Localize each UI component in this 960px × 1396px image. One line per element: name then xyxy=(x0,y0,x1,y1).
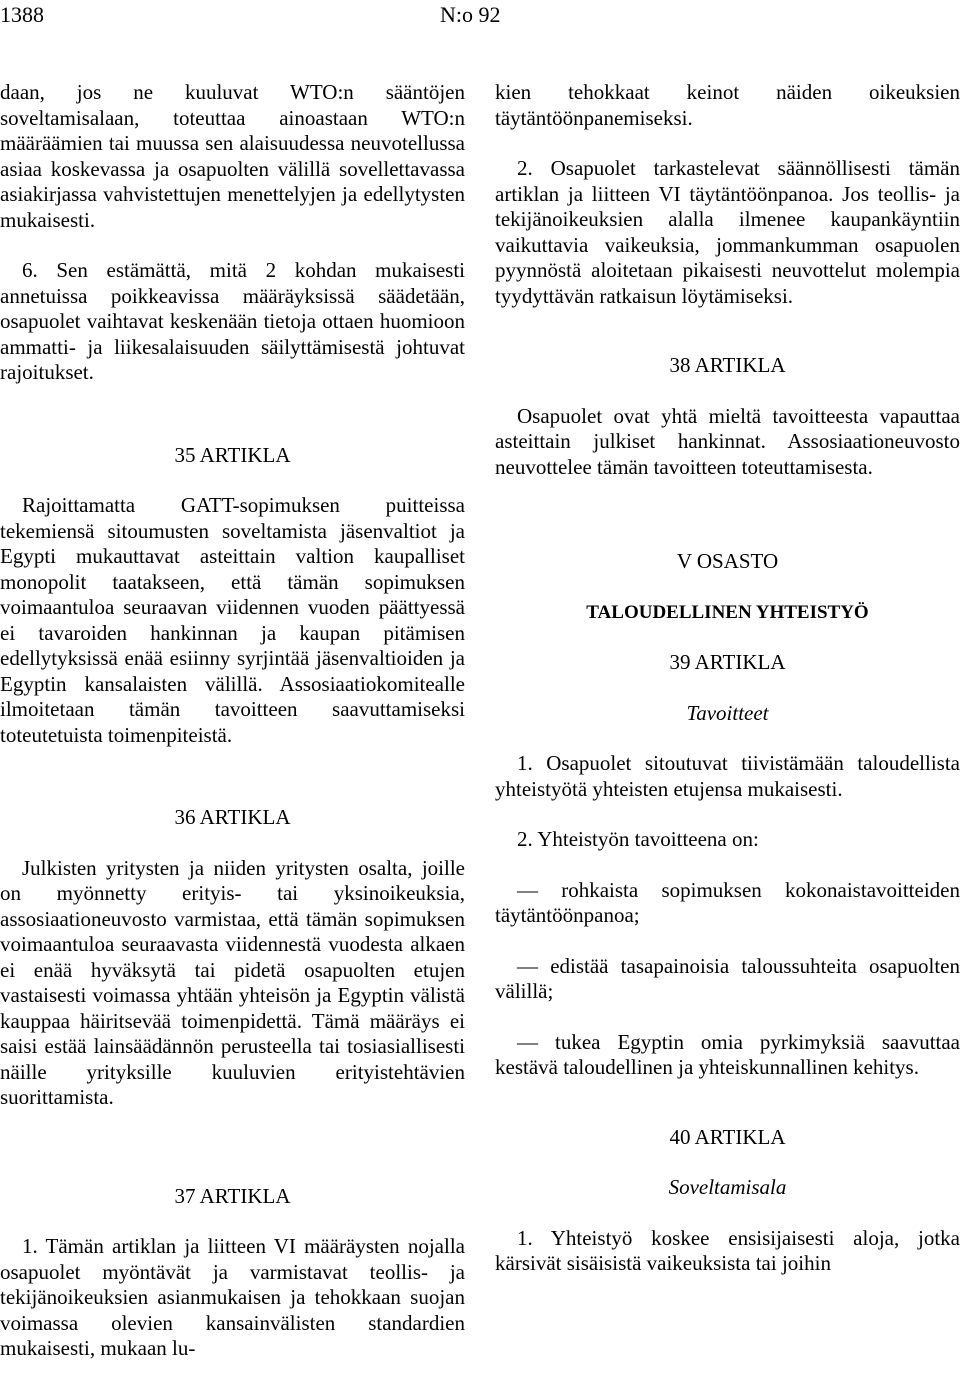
article-40-subtitle: Soveltamisala xyxy=(668,1175,787,1199)
right-paragraph-2: 2. Osapuolet tarkastelevat säännöllisesti tämän artiklan ja liitteen VI täytäntöönpanoa. Jos teollis- ja tekijänoikeuksien alalla ilmenee kaupankäyntiin vaikuttavia vaikeuksia, jommankumman osapuolen pyynnöstä aloitetaan pikaisesti neuvottelut molempia tyydyttävän ratkaisun löytämiseksi. xyxy=(495,156,960,308)
article-38-title: 38 ARTIKLA xyxy=(669,353,786,377)
article-36-title: 36 ARTIKLA xyxy=(174,805,291,829)
part-title: V OSASTO xyxy=(676,549,779,573)
article-39-title: 39 ARTIKLA xyxy=(669,650,786,674)
article-38-text: Osapuolet ovat yhtä mieltä tavoitteesta vapauttaa asteittain julkiset hankinnat. Assosiaationeuvosto neuvottelee tämän tavoitteen toteuttamisesta. xyxy=(495,403,960,479)
issue-number: N:o 92 xyxy=(440,2,501,27)
part-subtitle: TALOUDELLINEN YHTEISTYÖ xyxy=(586,601,869,623)
article-35-text: Rajoittamatta GATT-sopimuksen puitteissa tekemiensä sitoumusten soveltamista jäsenvaltiot ja Egypti mukauttavat asteittain valtion kaupalliset monopolit taatakseen, että tämän sopimuksen voimaantuloa seuraavan viidennen vuoden päättyessä ei tavaroiden hankinnan ja kaupan pitämisen edellytyksissä enää esiinny syrjintää jäsenvaltioiden ja Egyptin kansalaisten välillä. Assosiaatiokomitealle ilmoitetaan tämän tavoitteen saavuttamiseksi toteutetuista toimenpiteistä. xyxy=(0,493,465,747)
article-39-subtitle: Tavoitteet xyxy=(686,700,769,725)
article-36-text: Julkisten yritysten ja niiden yritysten osalta, joille on myönnetty erityis- tai yksinoikeuksia, assosiaationeuvosto varmistaa, että tämän sopimuksen voimaantuloa seuraavasta viidennestä vuodesta alkaen ei enää hyväksytä tai pidetä osapuolten etujen vastaisesti voimassa yhtään yhteisön ja Egyptin välistä kauppaa häiritsevää toimenpidettä. Tämä määräys ei saisi estää lainsäädännön perusteella tai tosiasiallisesti näille yrityksille kuuluvien erityistehtävien suorittamista. xyxy=(0,855,465,1109)
right-paragraph-continuation: kien tehokkaat keinot näiden oikeuksien täytäntöönpanemiseksi. xyxy=(495,80,960,130)
article-39-item-2: — edistää tasapainoisia taloussuhteita osapuolten välillä; xyxy=(495,953,960,1003)
article-40-title: 40 ARTIKLA xyxy=(669,1124,786,1149)
left-column xyxy=(0,80,465,1362)
right-column xyxy=(495,80,960,1277)
article-39-item-1: — rohkaista sopimuksen kokonaistavoitteiden täytäntöönpanoa; xyxy=(495,877,960,927)
article-39-paragraph-2: 2. Yhteistyön tavoitteena on: xyxy=(517,827,759,851)
article-40-paragraph-1: 1. Yhteistyö koskee ensisijaisesti aloja, jotka kärsivät sisäisistä vaikeuksista tai joihin xyxy=(495,1225,960,1275)
left-paragraph-6: 6. Sen estämättä, mitä 2 kohdan mukaisesti annetuissa poikkeavissa määräyksissä säädetään, osapuolet vaihtavat keskenään tietoja ottaen huomioon ammatti- ja liikesalaisuuden säilyttämisestä johtuvat rajoitukset. xyxy=(0,258,465,384)
left-paragraph-continuation: daan, jos ne kuuluvat WTO:n sääntöjen soveltamisalaan, toteuttaa ainoastaan WTO:n määräämien tai muussa sen alaisuudessa neuvotellussa asiaa koskevassa ja osapuolten välillä sovellettavassa asiakirjassa vahvistettujen menettelyjen ja edellytysten mukaisesti. xyxy=(0,80,465,232)
article-35-title: 35 ARTIKLA xyxy=(174,442,291,467)
article-37-title: 37 ARTIKLA xyxy=(174,1183,291,1208)
article-37-text: 1. Tämän artiklan ja liitteen VI määräysten nojalla osapuolet myöntävät ja varmistavat teollis- ja tekijänoikeuksien asianmukaisen ja tehokkaan suojan voimassa olevien kansainvälisten standardien mukaisesti, mukaan lu- xyxy=(0,1234,465,1360)
page-number: 1388 xyxy=(0,2,44,27)
article-39-paragraph-1: 1. Osapuolet sitoutuvat tiivistämään taloudellista yhteistyötä yhteisten etujensa mukaisesti. xyxy=(495,751,960,801)
article-39-item-3: — tukea Egyptin omia pyrkimyksiä saavuttaa kestävä taloudellinen ja yhteiskunnallinen kehitys. xyxy=(495,1029,960,1079)
